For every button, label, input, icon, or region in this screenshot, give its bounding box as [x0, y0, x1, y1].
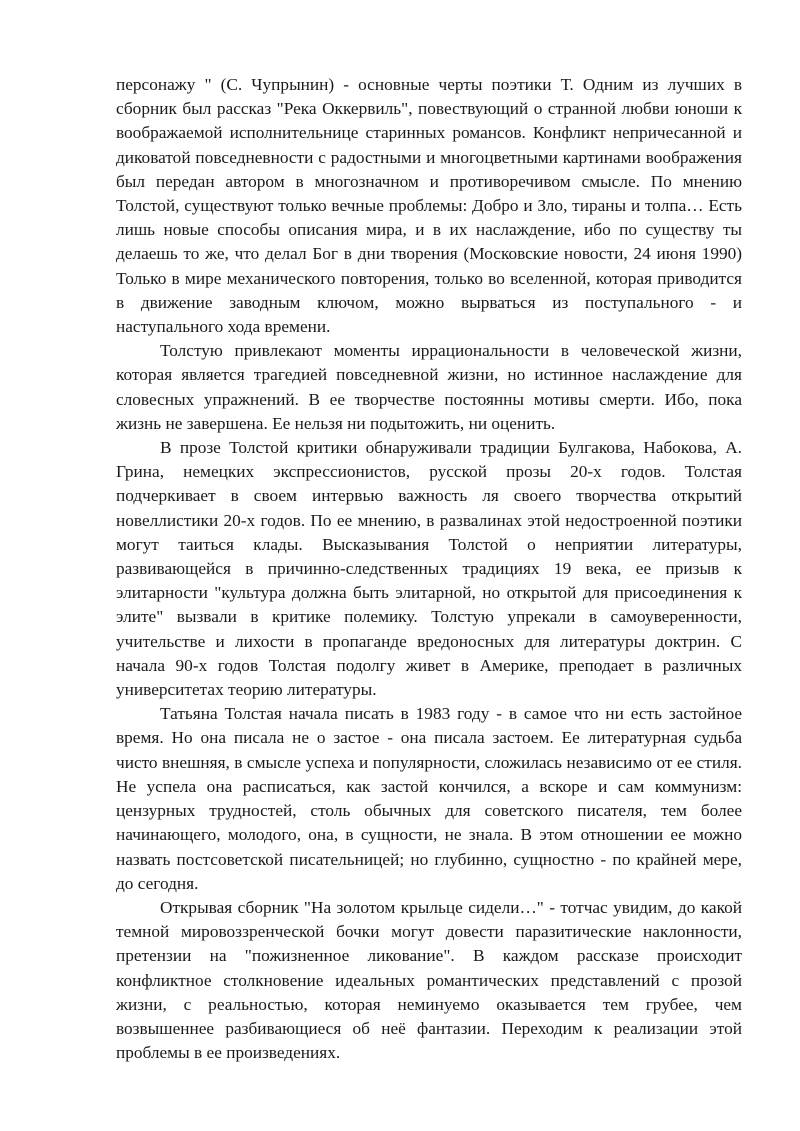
paragraph-1: персонажу " (С. Чупрынин) - основные черты поэтики Т. Одним из лучших в сборник был рассказ "Река Оккервиль", повествующий о странной любви юноши к воображаемой исполнительнице старинных романсов. Конфликт непричесанной и диковатой повседневности с радостными и многоцветными картинами воображения был передан автором в многозначном и противоречивом смысле. По мнению Толстой, существуют только вечные проблемы: Добро и Зло, тираны и толпа… Есть лишь новые способы описания мира, и в их наслаждение, ибо по существу ты делаешь то же, что делал Бог в дни творения (Московские новости, 24 июня 1990) Только в мире механического повторения, только во вселенной, которая приводится в движение заводным ключом, можно вырваться из поступального - и наступального хода времени.: [116, 75, 742, 337]
body-text: [116, 73, 742, 1065]
paragraph-2: Толстую привлекают моменты иррациональности в человеческой жизни, которая является трагедией повседневной жизни, но истинное наслаждение для словесных упражнений. В ее творчестве постоянны мотивы смерти. Ибо, пока жизнь не завершена. Ее нельзя ни подытожить, ни оценить.: [116, 341, 742, 433]
paragraph-5: Открывая сборник "На золотом крыльце сидели…" - тотчас увидим, до какой темной мировоззренческой бочки могут довести паразитические наклонности, претензии на "пожизненное ликование". В каждом рассказе происходит конфликтное столкновение идеальных романтических представлений с прозой жизни, с реальностью, которая неминуемо оказывается тем грубее, чем возвышеннее разбивающиеся об неё фантазии. Переходим к реализации этой проблемы в ее произведениях.: [116, 897, 742, 1063]
paragraph-3: В прозе Толстой критики обнаруживали традиции Булгакова, Набокова, А. Грина, немецких экспрессионистов, русской прозы 20-х годов. Толстая подчеркивает в своем интервью важность ля своего творчества открытий новеллистики 20-х годов. По ее мнению, в развалинах этой недостроенной поэтики могут таиться клады. Высказывания Толстой о неприятии литературы, развивающейся в причинно-следственных традициях 19 века, ее призыв к элитарности "культура должна быть элитарной, но открытой для присоединения к элите" вызвали в критике полемику. Толстую упрекали в самоуверенности, учительстве и лихости в пропаганде вредоносных для литературы доктрин. С начала 90-х годов Толстая подолгу живет в Америке, преподает в различных университетах теорию литературы.: [116, 438, 742, 700]
paragraph-4: Татьяна Толстая начала писать в 1983 году - в самое что ни есть застойное время. Но она писала не о застое - она писала застоем. Ее литературная судьба чисто внешняя, в смысле успеха и популярности, сложилась независимо от ее стиля. Не успела она расписаться, как застой кончился, а вскоре и сам коммунизм: цензурных трудностей, столь обычных для советского писателя, тем более начинающего, молодого, она, в сущности, не знала. В этом отношении ее можно назвать постсоветской писательницей; но глубинно, сущностно - по крайней мере, до сегодня.: [116, 704, 742, 893]
